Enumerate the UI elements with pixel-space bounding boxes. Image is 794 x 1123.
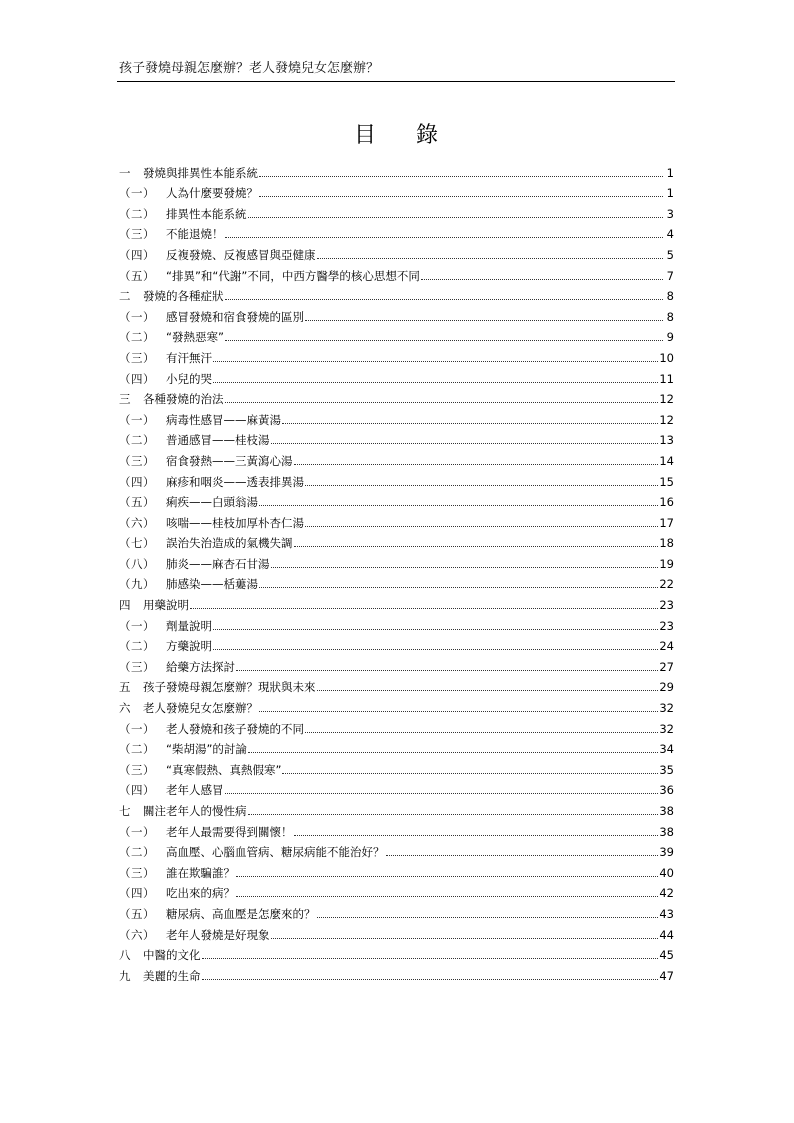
toc-entry-number: （三） bbox=[119, 865, 155, 880]
toc-entry-page: 12 bbox=[659, 412, 674, 427]
toc-dot-leader bbox=[202, 979, 659, 980]
toc-dot-leader bbox=[259, 711, 658, 712]
toc-dot-leader bbox=[294, 835, 659, 836]
toc-entry-page: 42 bbox=[659, 886, 674, 901]
toc-entry-page: 24 bbox=[659, 639, 674, 654]
toc-entry[interactable] bbox=[119, 715, 674, 736]
toc-entry-number: （七） bbox=[119, 536, 155, 551]
toc-entry-number: （五） bbox=[119, 268, 155, 283]
toc-entry-number: 六 bbox=[119, 701, 131, 716]
toc-dot-leader bbox=[248, 814, 659, 815]
toc-entry-page: 45 bbox=[659, 948, 674, 963]
toc-entry-number: 二 bbox=[119, 289, 131, 304]
toc-entry-number: （二） bbox=[119, 742, 155, 757]
toc-entry-page: 23 bbox=[659, 618, 674, 633]
toc-dot-leader bbox=[236, 670, 658, 671]
toc-entry-label: 劑量說明 bbox=[166, 618, 212, 633]
title-char-left: 目 bbox=[353, 123, 378, 148]
toc-entry[interactable] bbox=[119, 900, 674, 921]
toc-entry-number: （二） bbox=[119, 330, 155, 345]
toc-entry[interactable] bbox=[119, 509, 674, 530]
toc-entry-label: 反複發燒、反複感冒與亞健康 bbox=[166, 247, 316, 262]
toc-dot-leader bbox=[236, 896, 658, 897]
toc-entry-number: （六） bbox=[119, 927, 155, 942]
toc-entry[interactable] bbox=[119, 962, 674, 983]
toc-dot-leader bbox=[259, 196, 663, 197]
toc-entry-page: 9 bbox=[666, 330, 674, 345]
toc-entry-label: 高血壓、心腦血管病、糖尿病能不能治好？ bbox=[166, 845, 385, 860]
toc-entry-number: 三 bbox=[119, 392, 131, 407]
toc-entry-label: 肺感染——栝蔞湯 bbox=[166, 577, 258, 592]
toc-entry-page: 32 bbox=[659, 721, 674, 736]
toc-entry[interactable] bbox=[119, 365, 674, 386]
toc-entry[interactable] bbox=[119, 591, 674, 612]
toc-entry-page: 38 bbox=[659, 804, 674, 818]
toc-entry[interactable] bbox=[119, 653, 674, 674]
toc-entry-page: 22 bbox=[659, 577, 674, 592]
toc-entry-label: 美麗的生命 bbox=[143, 968, 201, 983]
toc-dot-leader bbox=[421, 279, 663, 280]
toc-entry-number: （三） bbox=[119, 350, 155, 365]
toc-entry[interactable] bbox=[119, 447, 674, 468]
toc-dot-leader bbox=[225, 340, 663, 341]
toc-entry[interactable] bbox=[119, 942, 674, 963]
toc-entry-page: 19 bbox=[659, 556, 674, 571]
toc-entry-label: 用藥說明 bbox=[143, 598, 189, 613]
toc-entry-number: （四） bbox=[119, 474, 155, 489]
toc-entry-label: 人為什麼要發燒？ bbox=[166, 186, 258, 201]
toc-entry-label: 感冒發燒和宿食發燒的區別 bbox=[166, 309, 304, 324]
toc-entry[interactable] bbox=[119, 859, 674, 880]
toc-dot-leader bbox=[305, 320, 663, 321]
toc-dot-leader bbox=[271, 938, 659, 939]
toc-entry-number: （五） bbox=[119, 906, 155, 921]
toc-entry[interactable] bbox=[119, 921, 674, 942]
toc-dot-leader bbox=[236, 876, 658, 877]
toc-entry-label: 老人發燒和孩子發燒的不同 bbox=[166, 721, 304, 736]
toc-entry-page: 8 bbox=[666, 309, 674, 324]
toc-entry-page: 3 bbox=[666, 206, 674, 221]
toc-dot-leader bbox=[248, 217, 664, 218]
toc-entry-label: 關注老年人的慢性病 bbox=[143, 804, 247, 818]
toc-entry-number: （三） bbox=[119, 762, 155, 777]
toc-entry-number: （一） bbox=[119, 186, 155, 201]
toc-entry-page: 8 bbox=[666, 289, 674, 304]
toc-entry[interactable] bbox=[119, 386, 674, 407]
toc-entry-label: 痢疾——白頭翁湯 bbox=[166, 495, 258, 510]
toc-entry-label: 麻疹和咽炎——透表排異湯 bbox=[166, 474, 304, 489]
toc-entry[interactable] bbox=[119, 221, 674, 242]
toc-entry[interactable] bbox=[119, 427, 674, 448]
toc-entry-page: 43 bbox=[659, 906, 674, 921]
toc-dot-leader bbox=[317, 917, 659, 918]
toc-entry[interactable] bbox=[119, 736, 674, 757]
toc-dot-leader bbox=[386, 855, 659, 856]
toc-entry-number: （四） bbox=[119, 783, 155, 798]
toc-entry[interactable] bbox=[119, 159, 674, 180]
toc-dot-leader bbox=[190, 608, 658, 609]
running-header: 孩子發燒母親怎麼辦？老人發燒兒女怎麼辦？ bbox=[119, 61, 380, 76]
toc-dot-leader bbox=[305, 732, 658, 733]
toc-dot-leader bbox=[305, 485, 658, 486]
toc-entry-number: （三） bbox=[119, 227, 155, 242]
toc-entry-label: “真寒假熱、真熱假寒” bbox=[166, 762, 282, 777]
toc-entry-page: 7 bbox=[666, 268, 674, 283]
toc-entry-page: 17 bbox=[659, 515, 674, 530]
toc-entry[interactable] bbox=[119, 283, 674, 304]
toc-entry[interactable] bbox=[119, 262, 674, 283]
toc-dot-leader bbox=[282, 423, 658, 424]
toc-dot-leader bbox=[271, 567, 659, 568]
toc-dot-leader bbox=[271, 443, 659, 444]
toc-entry[interactable] bbox=[119, 880, 674, 901]
toc-entry-page: 27 bbox=[659, 659, 674, 674]
toc-entry[interactable] bbox=[119, 674, 674, 695]
toc-entry[interactable] bbox=[119, 344, 674, 365]
toc-entry[interactable] bbox=[119, 200, 674, 221]
toc-dot-leader bbox=[213, 629, 658, 630]
toc-entry-label: 糖尿病、高血壓是怎麼來的？ bbox=[166, 906, 316, 921]
toc-entry[interactable] bbox=[119, 241, 674, 262]
toc-entry-label: 不能退燒！ bbox=[166, 227, 224, 242]
toc-entry-page: 47 bbox=[659, 968, 674, 983]
toc-entry-page: 32 bbox=[659, 701, 674, 716]
toc-entry-number: （二） bbox=[119, 433, 155, 448]
toc-entry-page: 34 bbox=[659, 742, 674, 757]
toc-dot-leader bbox=[259, 587, 658, 588]
toc-entry[interactable] bbox=[119, 818, 674, 839]
toc-entry-label: 吃出來的病？ bbox=[166, 886, 235, 901]
toc-entry-page: 16 bbox=[659, 495, 674, 510]
toc-dot-leader bbox=[282, 773, 658, 774]
toc-entry-number: 九 bbox=[119, 968, 131, 983]
toc-entry-number: （二） bbox=[119, 206, 155, 221]
toc-entry[interactable] bbox=[119, 694, 674, 715]
toc-entry-page: 15 bbox=[659, 474, 674, 489]
toc-entry-page: 35 bbox=[659, 762, 674, 777]
toc-entry-label: 有汗無汗 bbox=[166, 350, 212, 365]
toc-entry-label: 肺炎——麻杏石甘湯 bbox=[166, 556, 270, 571]
toc-dot-leader bbox=[213, 382, 658, 383]
toc-dot-leader bbox=[248, 752, 658, 753]
toc-entry[interactable] bbox=[119, 489, 674, 510]
toc-entry-page: 23 bbox=[659, 598, 674, 613]
toc-entry[interactable] bbox=[119, 180, 674, 201]
toc-entry-page: 5 bbox=[666, 247, 674, 262]
toc-entry-label: 老年人發燒是好現象 bbox=[166, 927, 270, 942]
toc-entry-label: 誰在欺騙誰？ bbox=[166, 865, 235, 880]
toc-entry-label: “柴胡湯”的討論 bbox=[166, 742, 247, 757]
toc-entry-label: 誤治失治造成的氣機失調 bbox=[166, 536, 293, 551]
toc-entry-number: （一） bbox=[119, 618, 155, 633]
toc-dot-leader bbox=[294, 464, 659, 465]
toc-entry-label: “排異”和“代謝”不同，中西方醫學的核心思想不同 bbox=[166, 268, 420, 283]
toc-dot-leader bbox=[317, 690, 659, 691]
toc-dot-leader bbox=[259, 505, 658, 506]
toc-entry[interactable] bbox=[119, 324, 674, 345]
toc-entry-number: （一） bbox=[119, 309, 155, 324]
title-char-right: 錄 bbox=[416, 123, 441, 148]
toc-entry[interactable] bbox=[119, 633, 674, 654]
toc-entry-label: 小兒的哭 bbox=[166, 371, 212, 386]
toc-entry-number: 八 bbox=[119, 948, 131, 963]
toc-dot-leader bbox=[202, 958, 659, 959]
toc-entry-number: 一 bbox=[119, 165, 131, 180]
toc-entry[interactable] bbox=[119, 777, 674, 798]
toc-dot-leader bbox=[259, 176, 663, 177]
toc-entry-page: 10 bbox=[659, 350, 674, 365]
toc-entry[interactable] bbox=[119, 530, 674, 551]
toc-entry-label: 排異性本能系統 bbox=[166, 206, 247, 221]
toc-entry-page: 40 bbox=[659, 865, 674, 880]
toc-entry-number: （一） bbox=[119, 721, 155, 736]
toc-entry-label: 病毒性感冒——麻黃湯 bbox=[166, 412, 281, 427]
toc-entry-number: （六） bbox=[119, 515, 155, 530]
toc-entry[interactable] bbox=[119, 550, 674, 571]
toc-entry-number: （九） bbox=[119, 577, 155, 592]
toc-entry-label: 老年人感冒 bbox=[166, 783, 224, 798]
toc-dot-leader bbox=[305, 526, 658, 527]
toc-entry-number: （一） bbox=[119, 824, 155, 839]
toc-entry-page: 36 bbox=[659, 783, 674, 798]
toc-entry-label: 方藥說明 bbox=[166, 639, 212, 654]
toc-entry-page: 1 bbox=[666, 165, 674, 180]
toc-entry-page: 44 bbox=[659, 927, 674, 942]
toc-dot-leader bbox=[213, 649, 658, 650]
toc-entry-page: 18 bbox=[659, 536, 674, 551]
toc-entry-number: （三） bbox=[119, 659, 155, 674]
table-of-contents bbox=[119, 159, 674, 983]
toc-entry-number: （五） bbox=[119, 495, 155, 510]
toc-entry-label: 普通感冒——桂枝湯 bbox=[166, 433, 270, 448]
toc-entry-page: 14 bbox=[659, 453, 674, 468]
toc-entry-number: （四） bbox=[119, 886, 155, 901]
toc-entry[interactable] bbox=[119, 468, 674, 489]
toc-entry-label: 各種發燒的治法 bbox=[143, 392, 224, 407]
toc-entry-page: 38 bbox=[659, 824, 674, 839]
toc-entry-label: 老年人最需要得到關懷！ bbox=[166, 824, 293, 839]
toc-entry-page: 39 bbox=[659, 845, 674, 860]
toc-entry-page: 1 bbox=[666, 186, 674, 201]
toc-entry[interactable] bbox=[119, 756, 674, 777]
toc-entry-label: 中醫的文化 bbox=[143, 948, 201, 963]
toc-entry-label: 老人發燒兒女怎麼辦？ bbox=[143, 701, 258, 716]
toc-entry-number: 五 bbox=[119, 680, 131, 695]
toc-entry[interactable] bbox=[119, 797, 674, 818]
toc-entry-label: 咳喘——桂枝加厚朴杏仁湯 bbox=[166, 515, 304, 530]
toc-dot-leader bbox=[294, 546, 659, 547]
header-rule bbox=[117, 81, 675, 82]
toc-entry-label: 發燒的各種症狀 bbox=[143, 289, 224, 304]
toc-dot-leader bbox=[225, 237, 664, 238]
toc-dot-leader bbox=[225, 793, 659, 794]
toc-entry[interactable] bbox=[119, 571, 674, 592]
toc-entry-page: 12 bbox=[659, 392, 674, 407]
toc-entry-number: （二） bbox=[119, 639, 155, 654]
toc-entry-number: （二） bbox=[119, 845, 155, 860]
toc-dot-leader bbox=[225, 299, 664, 300]
toc-entry-page: 13 bbox=[659, 433, 674, 448]
toc-entry[interactable] bbox=[119, 612, 674, 633]
toc-entry-page: 4 bbox=[666, 227, 674, 242]
toc-entry-label: 發燒與排異性本能系統 bbox=[143, 165, 258, 180]
toc-dot-leader bbox=[213, 361, 658, 362]
toc-entry-number: （一） bbox=[119, 412, 155, 427]
toc-entry-number: （八） bbox=[119, 556, 155, 571]
toc-entry-label: “發熱惡寒” bbox=[166, 330, 224, 345]
page-title bbox=[0, 122, 794, 150]
toc-entry-page: 29 bbox=[659, 680, 674, 695]
toc-entry-number: （四） bbox=[119, 247, 155, 262]
toc-entry-number: （三） bbox=[119, 453, 155, 468]
toc-entry-label: 宿食發熱——三黃瀉心湯 bbox=[166, 453, 293, 468]
toc-dot-leader bbox=[317, 258, 664, 259]
toc-entry[interactable] bbox=[119, 303, 674, 324]
toc-entry-number: 四 bbox=[119, 598, 131, 613]
toc-entry-number: 七 bbox=[119, 804, 131, 818]
toc-entry-label: 給藥方法探討 bbox=[166, 659, 235, 674]
toc-entry-number: （四） bbox=[119, 371, 155, 386]
toc-dot-leader bbox=[225, 402, 659, 403]
toc-entry-page: 11 bbox=[659, 371, 674, 386]
toc-entry[interactable] bbox=[119, 839, 674, 860]
toc-entry-label: 孩子發燒母親怎麼辦？現狀與未來 bbox=[143, 680, 316, 695]
toc-entry[interactable] bbox=[119, 406, 674, 427]
